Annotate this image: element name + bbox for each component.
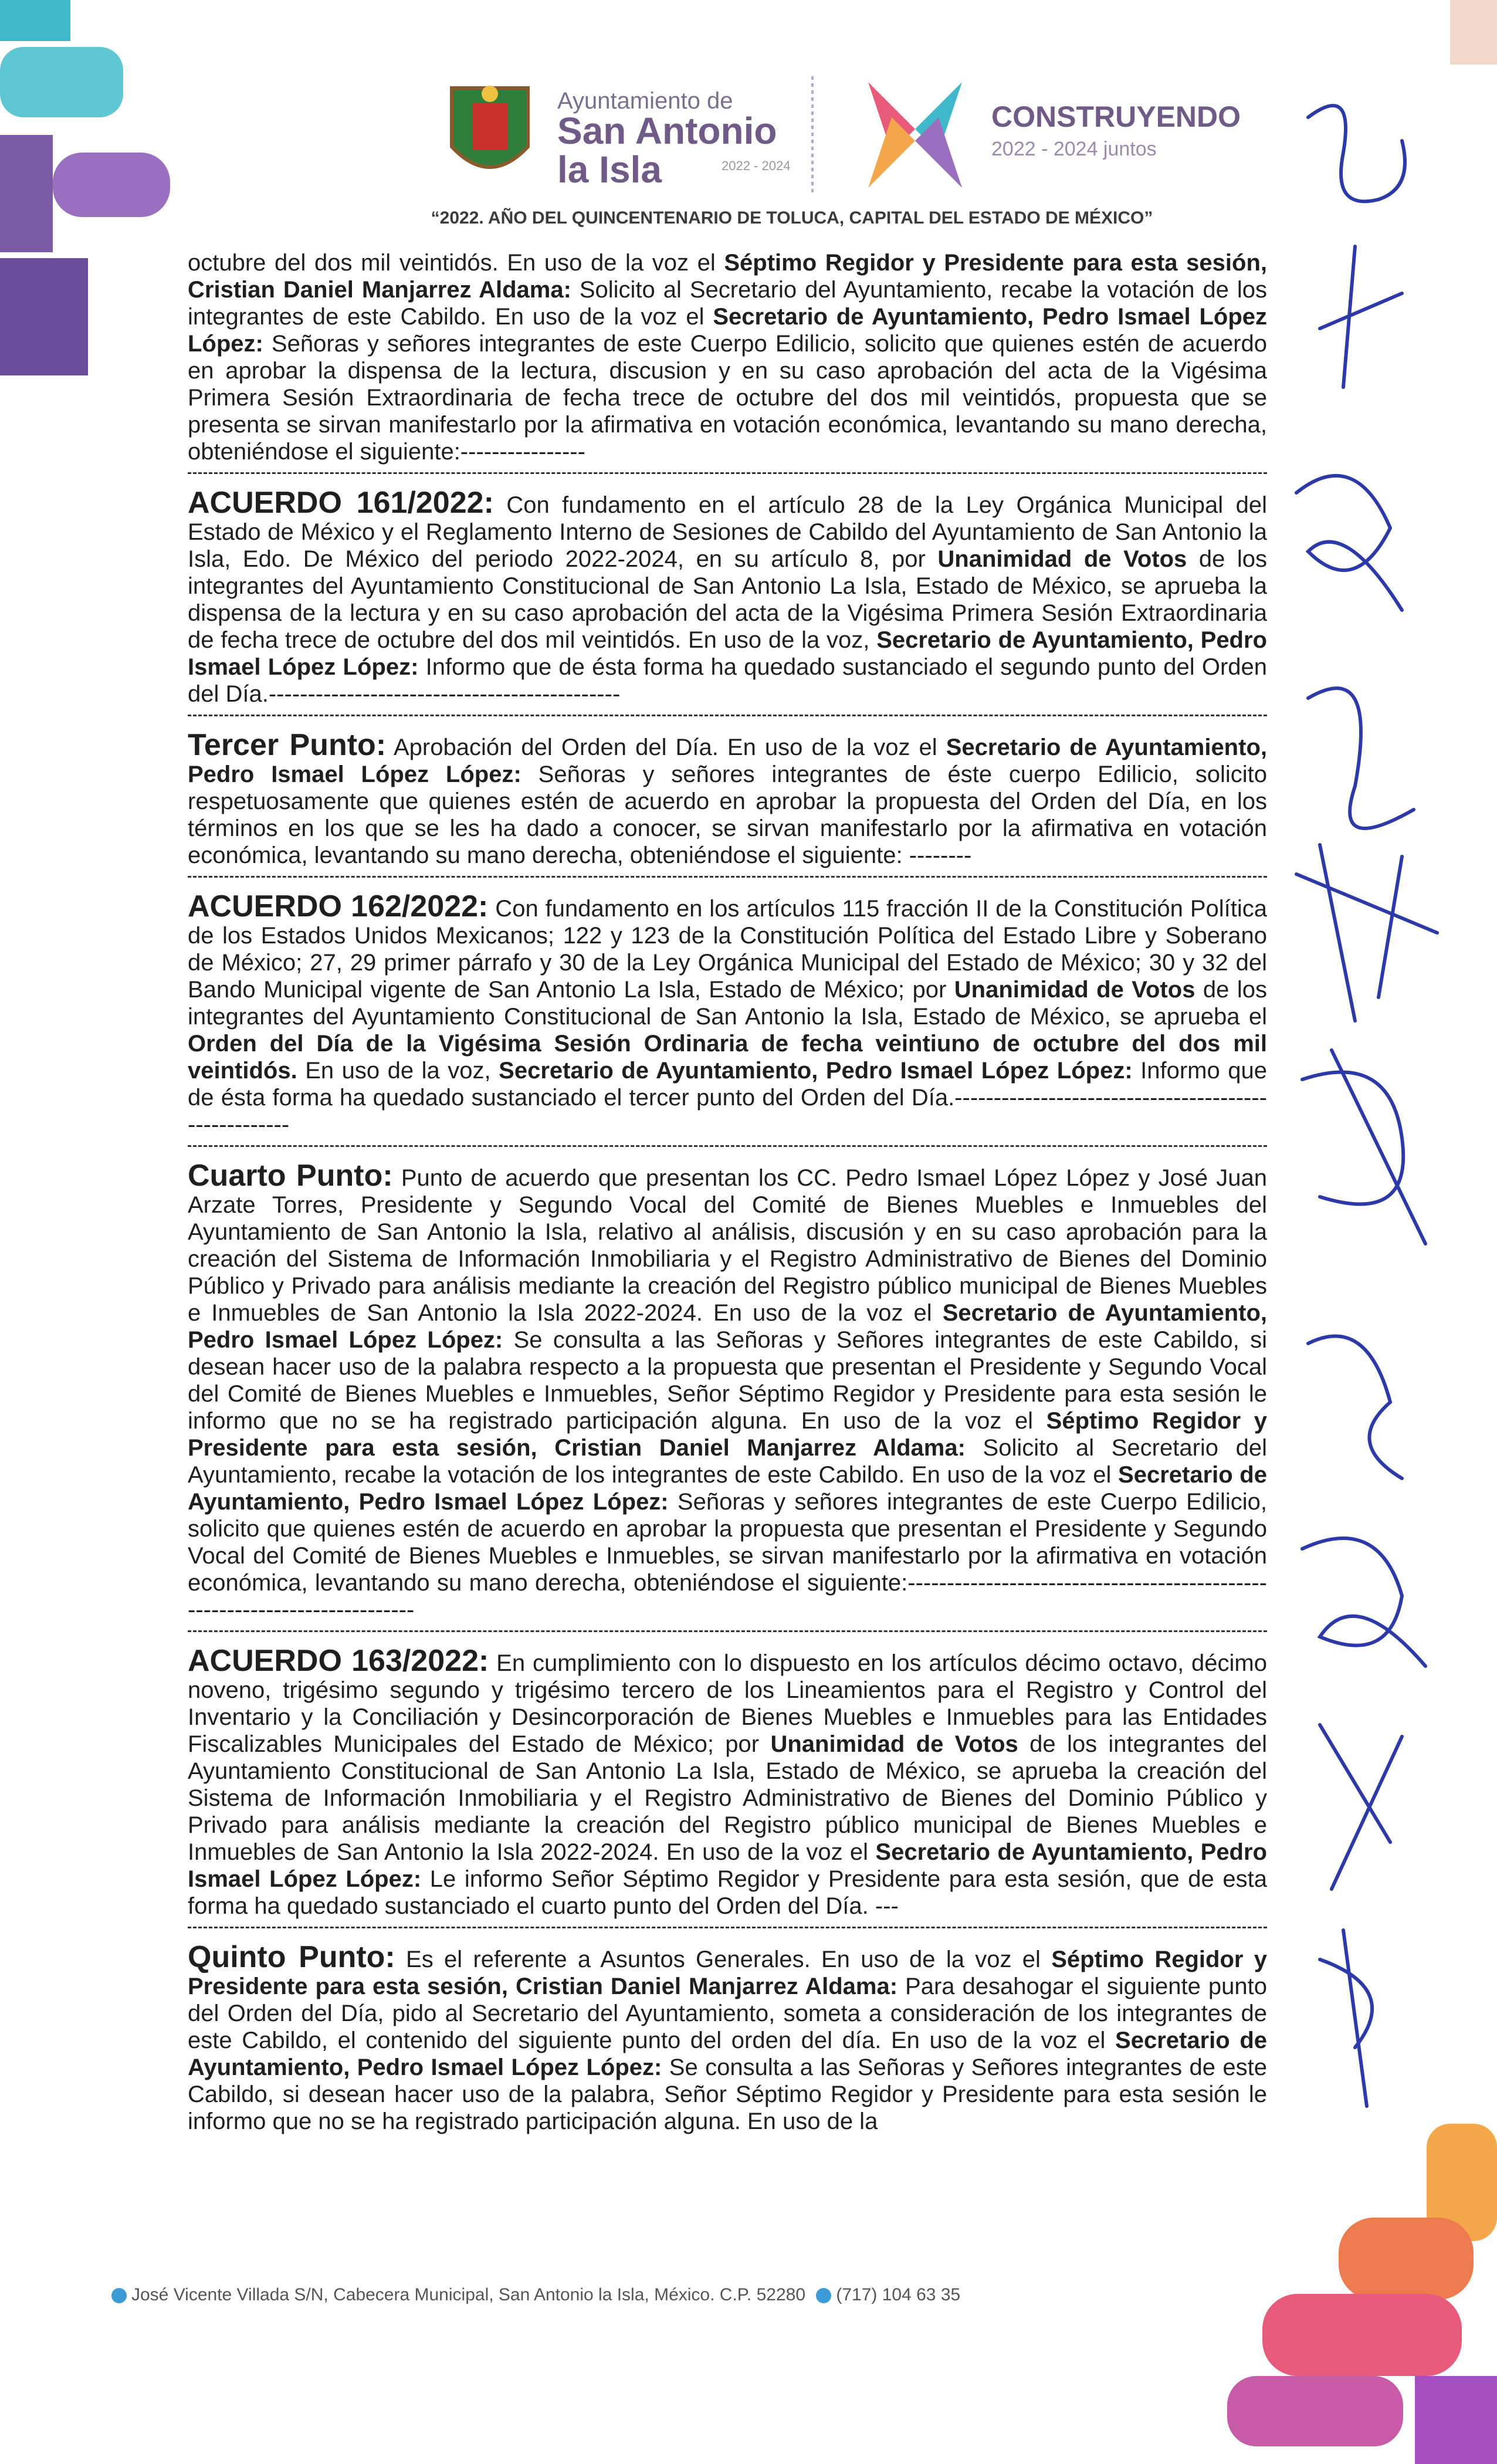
text: Señoras y señores integrantes de este Cuerpo Edilicio, solicito que quienes estén de acuerdo en aprobar la dispensa de la lectura, discusion y en su caso aprobación del acta de la Vigésima Primera Sesión Extraordinaria de fecha trece de octubre del dos mil veintidós, propuesta que se presenta se sirvan manifestarlo por la afirmativa en votación económica, levantando su mano derecha, obteniéndose el siguiente:---------------- bbox=[188, 331, 1267, 465]
footer-address: José Vicente Villada S/N, Cabecera Municipal, San Antonio la Isla, México. C.P. 52280 bbox=[131, 2285, 806, 2304]
bold-text: Secretario de Ayuntamiento, Pedro Ismael López López: bbox=[188, 2028, 1267, 2080]
dashed-separator bbox=[188, 1144, 1267, 1147]
text: Aprobación del Orden del Día. En uso de la voz el bbox=[386, 735, 946, 760]
year-motto: “2022. AÑO DEL QUINCENTENARIO DE TOLUCA, CAPITAL DEL ESTADO DE MÉXICO” bbox=[431, 208, 1153, 228]
bold-text: Unanimidad de Votos bbox=[770, 1731, 1018, 1757]
text: Con fundamento en los artículos 115 fracción II de la Constitución Política de los Estados Unidos Mexicanos; 122 y 123 de la Constitución Política del Estado Libre y Soberano de México; 27, 29 primer párrafo y 30 de la Ley Orgánica Municipal del Estado de México; 30 y 32 del Bando Municipal vigente de San Antonio La Isla, Estado de México; por bbox=[188, 896, 1267, 1003]
dashed-separator bbox=[188, 875, 1267, 878]
paragraph-lead: Tercer Punto: bbox=[188, 728, 387, 762]
bold-text: Séptimo Regidor y Presidente para esta sesión, Cristian Daniel Manjarrez Aldama: bbox=[188, 250, 1267, 303]
dashed-separator bbox=[188, 1925, 1267, 1928]
text: Informo que de ésta forma ha quedado sustanciado el tercer punto del Orden del Día.----------------------------------------------------- bbox=[188, 1058, 1267, 1138]
bold-text: Séptimo Regidor y Presidente para esta sesión, Cristian Daniel Manjarrez Aldama: bbox=[188, 1947, 1267, 1999]
org-prefix: Ayuntamiento de bbox=[557, 88, 733, 114]
brand-title: CONSTRUYENDO bbox=[991, 100, 1241, 133]
text: Con fundamento en el artículo 28 de la Ley Orgánica Municipal del Estado de México y el Reglamento Interno de Sesiones de Cabildo del Ayuntamiento de San Antonio la Isla, Edo. De México del periodo 2022-2024, en su artículo 8, por bbox=[188, 492, 1268, 572]
phone-icon bbox=[816, 2288, 831, 2303]
text: Se consulta a las Señoras y Señores integrantes de este Cabildo, si desean hacer uso de la palabra, Señor Séptimo Regidor y Presidente para esta sesión le informo que no se ha registrado participación alguna. En uso de la bbox=[188, 2055, 1267, 2134]
org-name-line2: la Isla bbox=[557, 148, 662, 191]
bold-text: Secretario de Ayuntamiento, Pedro Ismael López López: bbox=[188, 304, 1267, 357]
text: Señoras y señores integrantes de este Cuerpo Edilicio, solicito que quienes estén de acuerdo en aprobar la propuesta que presentan el Presidente y Segundo Vocal del Comité de Bienes Muebles e Inmuebles, se sirvan manifestarlo por la afirmativa en votación económica, levantando su mano derecha, obteniéndose el siguiente:--------------------------------------------------------------------------- bbox=[188, 1489, 1267, 1623]
paragraph-lead: ACUERDO 162/2022: bbox=[188, 889, 489, 923]
text: de los integrantes del Ayuntamiento Constitucional de San Antonio la Isla, Estado de México, se aprueba el bbox=[188, 977, 1267, 1030]
text: Solicito al Secretario del Ayuntamiento, recabe la votación de los integrantes de este Cabildo. En uso de la voz el bbox=[188, 1435, 1267, 1488]
text: octubre del dos mil veintidós. En uso de la voz el bbox=[188, 250, 724, 276]
handwritten-signatures bbox=[1285, 82, 1461, 2194]
body-paragraph bbox=[188, 249, 1267, 465]
body-paragraph bbox=[188, 486, 1268, 708]
bold-text: Secretario de Ayuntamiento, Pedro Ismael López López: bbox=[188, 1462, 1267, 1515]
bold-text: Unanimidad de Votos bbox=[937, 546, 1187, 572]
bold-text: Secretario de Ayuntamiento, Pedro Ismael López López: bbox=[499, 1058, 1133, 1084]
letterhead bbox=[446, 65, 1296, 211]
body-paragraph bbox=[188, 1644, 1268, 1920]
dashed-separator bbox=[188, 471, 1267, 474]
decorative-shapes-top-right bbox=[1403, 0, 1497, 70]
text: Se consulta a las Señoras y Señores integrantes de este Cabildo, si desean hacer uso de la palabra respecto a la propuesta que presentan el Presidente y Segundo Vocal del Comité de Bienes Muebles e Inmuebles, Señor Séptimo Regidor y Presidente para esta sesión le informo que no se ha registrado participación alguna. En uso de la voz el bbox=[188, 1327, 1267, 1434]
footer-phone: (717) 104 63 35 bbox=[836, 2285, 961, 2304]
paragraph-lead: Quinto Punto: bbox=[188, 1940, 395, 1974]
bold-text: Séptimo Regidor y Presidente para esta sesión, Cristian Daniel Manjarrez Aldama: bbox=[188, 1408, 1267, 1461]
document-body bbox=[188, 249, 1267, 2135]
brand-subtitle: 2022 - 2024 juntos bbox=[991, 138, 1157, 160]
municipal-crest-logo bbox=[446, 76, 534, 188]
text: Punto de acuerdo que presentan los CC. Pedro Ismael López López y José Juan Arzate Torres, Presidente y Segundo Vocal del Comité de Bienes Muebles e Inmuebles del Ayuntamiento de San Antonio la Isla, relativo al análisis, discusión y en su caso aprobación para la creación del Sistema de Información Inmobiliaria y el Registro Administrativo de Bienes del Dominio Público y Privado para análisis mediante la creación del Registro público municipal de Bienes Muebles e Inmuebles de San Antonio la Isla 2022-2024. En uso de la voz el bbox=[188, 1165, 1268, 1326]
text: Informo que de ésta forma ha quedado sustanciado el segundo punto del Orden del Día.--------------------------------------------- bbox=[188, 654, 1268, 707]
bold-text: Unanimidad de Votos bbox=[954, 977, 1195, 1003]
vertical-ornament bbox=[810, 76, 815, 194]
text: Es el referente a Asuntos Generales. En uso de la voz el bbox=[395, 1947, 1052, 1972]
footer-contact bbox=[111, 2285, 960, 2305]
body-paragraph bbox=[188, 1940, 1267, 2135]
bold-text: Secretario de Ayuntamiento, Pedro Ismael López López: bbox=[188, 1300, 1267, 1353]
bold-text: Secretario de Ayuntamiento, Pedro Ismael López López: bbox=[188, 627, 1267, 680]
paragraph-lead: Cuarto Punto: bbox=[188, 1159, 393, 1193]
bold-text: Orden del Día de la Vigésima Sesión Ordinaria de fecha veintiuno de octubre del dos mil veintidós. bbox=[188, 1031, 1267, 1084]
org-years: 2022 - 2024 bbox=[722, 158, 791, 173]
text: Solicito al Secretario del Ayuntamiento, recabe la votación de los integrantes de este Cabildo. En uso de la voz el bbox=[188, 277, 1267, 330]
body-paragraph bbox=[188, 889, 1267, 1138]
dashed-separator bbox=[188, 713, 1267, 716]
decorative-shapes-top-left bbox=[0, 0, 194, 375]
org-name-line1: San Antonio bbox=[557, 110, 777, 152]
text: de los integrantes del Ayuntamiento Constitucional de San Antonio La Isla, Estado de México, se aprueba la creación del Sistema de Información Inmobiliaria y el Registro Administrativo de Bienes del Dominio Público y Privado para análisis mediante la creación del Registro público municipal de Bienes Muebles e Inmuebles de San Antonio la Isla 2022-2024. En uso de la voz el bbox=[188, 1731, 1267, 1865]
org-name bbox=[557, 111, 777, 189]
bold-text: Secretario de Ayuntamiento, Pedro Ismael López López: bbox=[188, 735, 1267, 787]
body-paragraph bbox=[188, 1159, 1268, 1623]
text: En uso de la voz, bbox=[297, 1058, 499, 1084]
paragraph-lead: ACUERDO 161/2022: bbox=[188, 486, 494, 520]
text: de los integrantes del Ayuntamiento Constitucional de San Antonio La Isla, Estado de México, se aprueba la dispensa de la lectura y en su caso aprobación del acta de la Vigésima Primera Sesión Extraordinaria de fecha trece de octubre del dos mil veintidós. En uso de la voz, bbox=[188, 546, 1267, 653]
text: Le informo Señor Séptimo Regidor y Presidente para esta sesión, que de esta forma ha quedado sustanciado el cuarto punto del Orden del Día. --- bbox=[188, 1866, 1267, 1919]
text: Señoras y señores integrantes de éste cuerpo Edilicio, solicito respetuosamente que quienes estén de acuerdo en aprobar la propuesta del Orden del Día, en los términos en los que se les ha dado a conocer, se sirvan manifestarlo por la afirmativa en votación económica, levantando su mano derecha, obteniéndose el siguiente: -------- bbox=[188, 761, 1267, 868]
text: En cumplimiento con lo dispuesto en los artículos décimo octavo, décimo noveno, trigésimo segundo y trigésimo tercero de los Lineamientos para el Registro y Control del Inventario y la Conciliación y Desincorporación de Bienes Muebles e Inmuebles para las Entidades Fiscalizables Municipales del Estado de México; por bbox=[188, 1650, 1268, 1757]
body-paragraph bbox=[188, 728, 1267, 869]
dashed-separator bbox=[188, 1629, 1267, 1632]
paragraph-lead: ACUERDO 163/2022: bbox=[188, 1644, 489, 1678]
construyendo-x-logo bbox=[856, 70, 974, 199]
bold-text: Secretario de Ayuntamiento, Pedro Ismael López López: bbox=[188, 1839, 1267, 1892]
text: Para desahogar el siguiente punto del Orden del Día, pido al Secretario del Ayuntamiento, someta a consideración de los integrantes de este Cabildo, el contenido del siguiente punto del orden del día. En uso de la voz el bbox=[188, 1974, 1267, 2053]
location-icon bbox=[111, 2288, 127, 2303]
